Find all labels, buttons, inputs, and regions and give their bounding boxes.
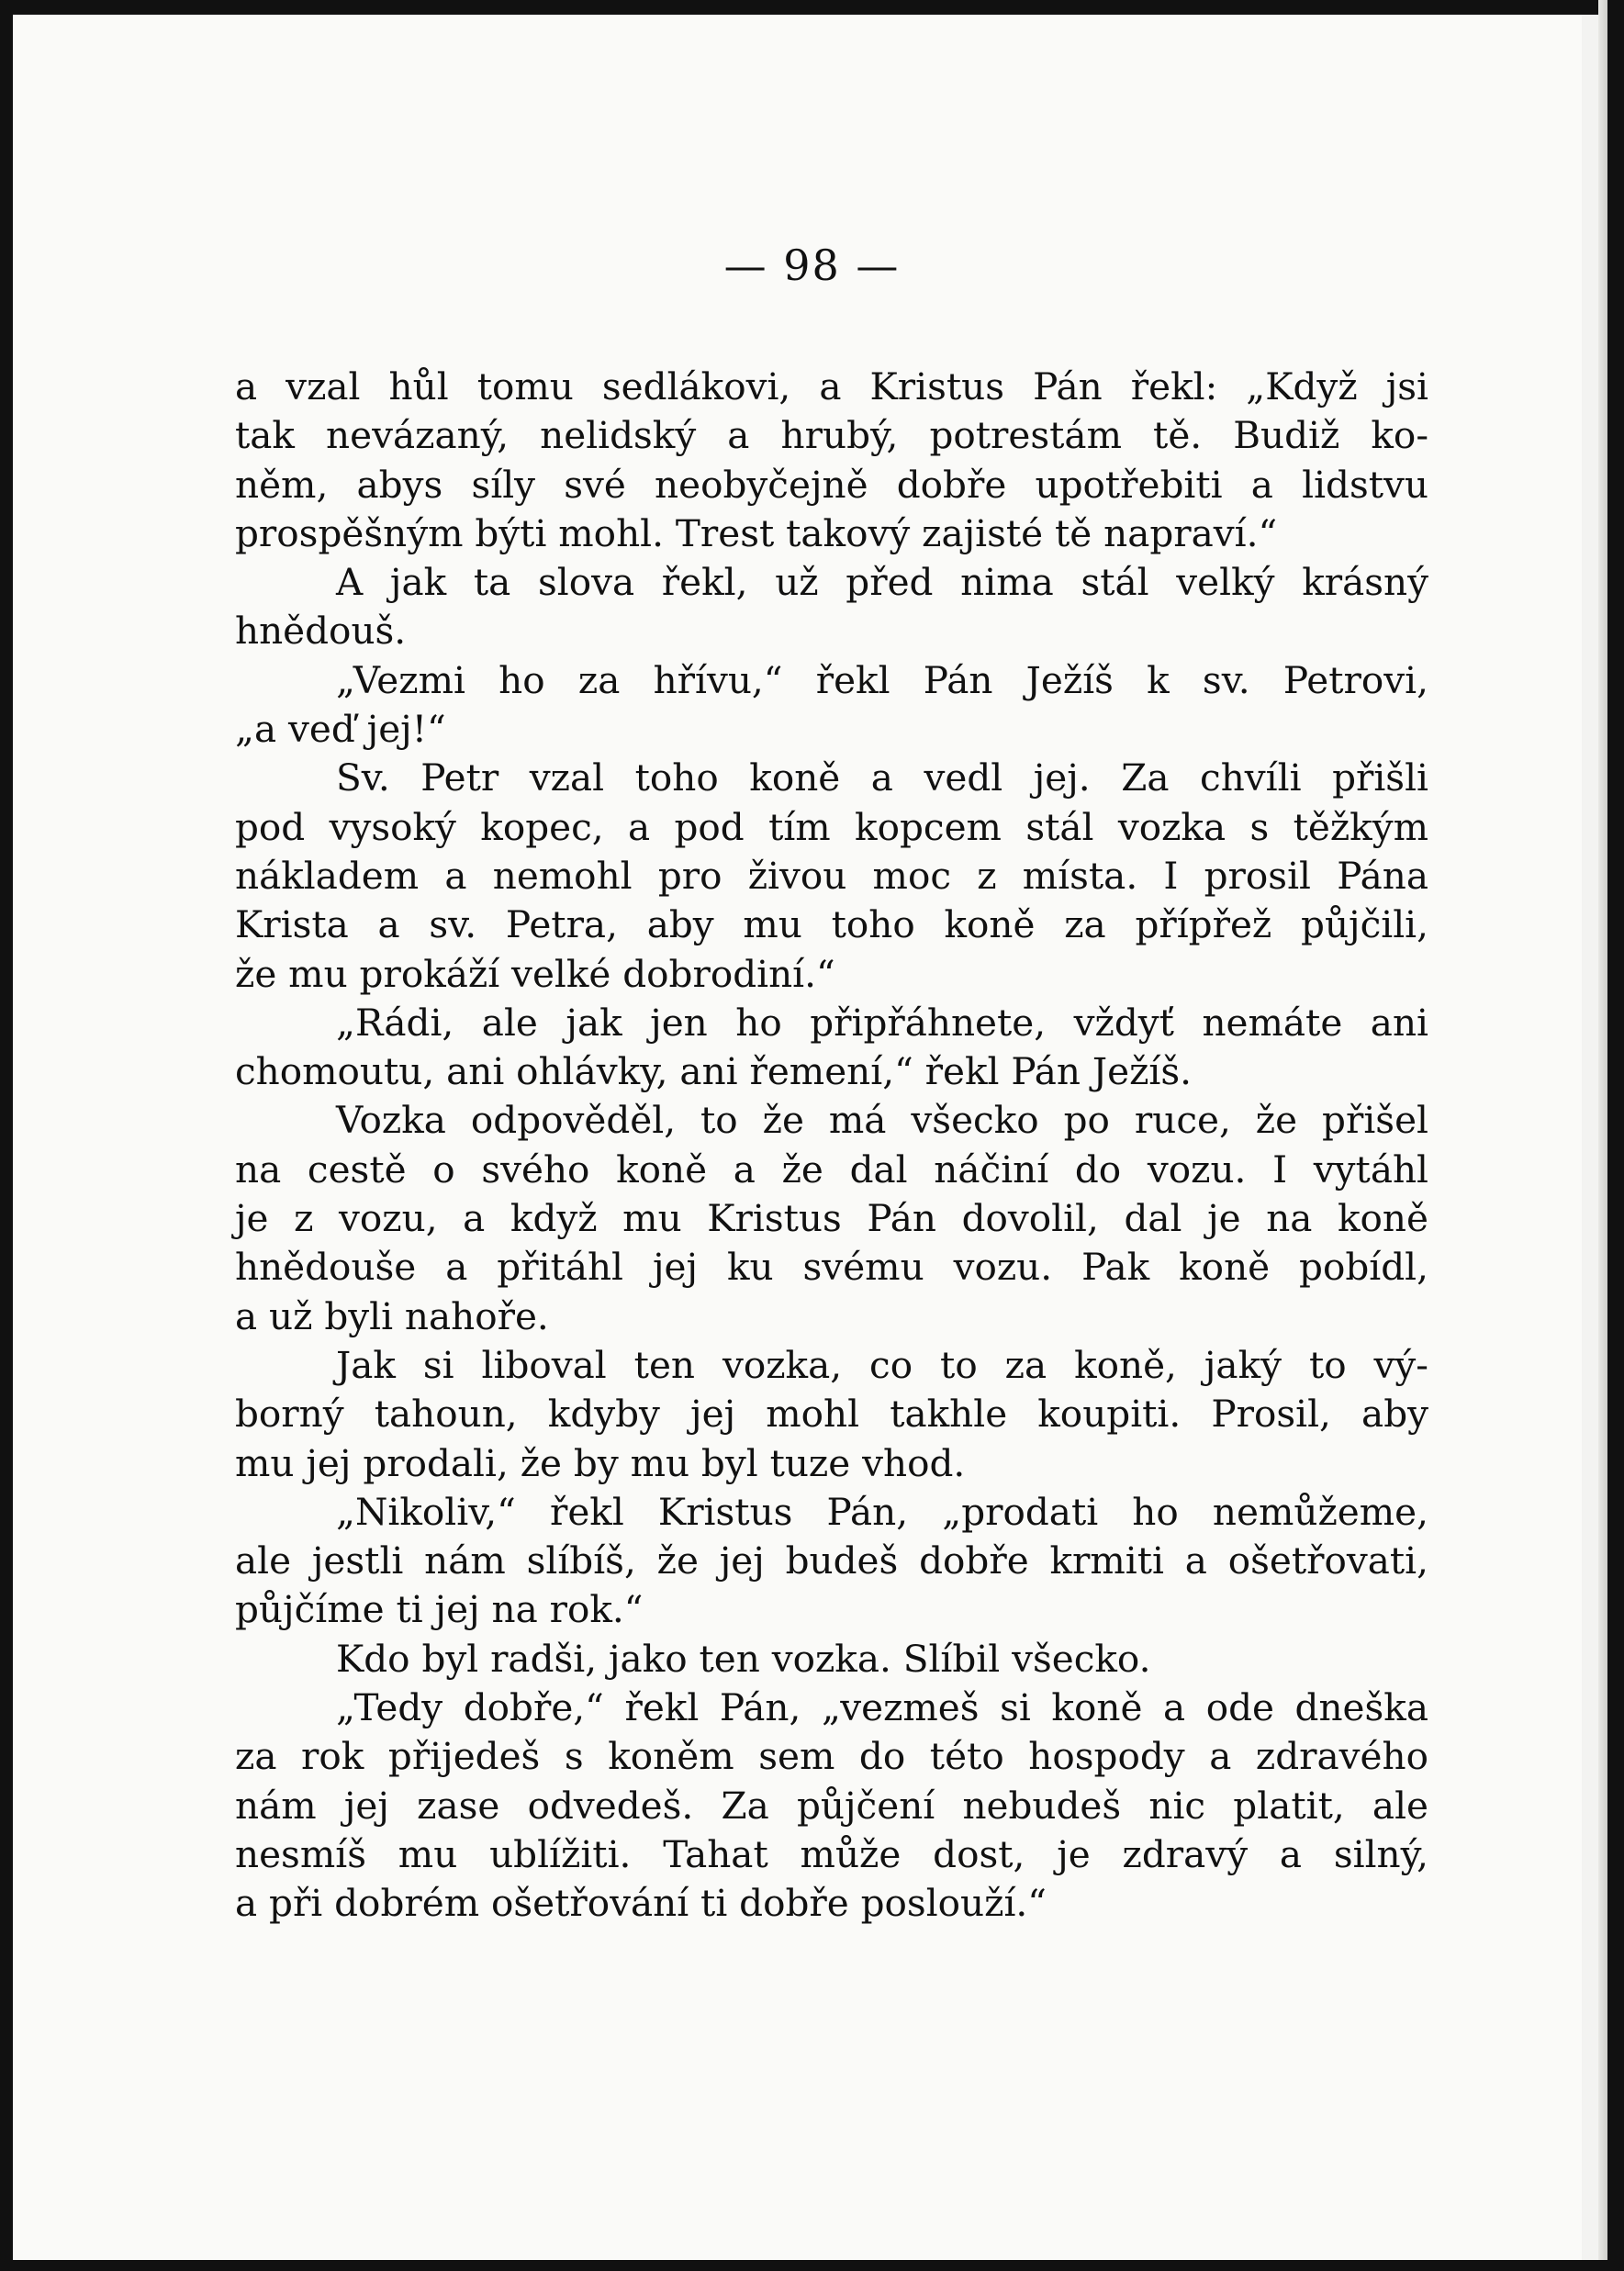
page-number: — 98 — xyxy=(723,241,901,290)
scan-edge-bottom xyxy=(0,2260,1624,2271)
text-line: hnědouš. xyxy=(235,609,407,654)
text-line: ale jestli nám slíbíš, že jej budeš dobře krmiti a ošetřovati, xyxy=(235,1538,1428,1583)
text-line: a vzal hůl tomu sedlákovi, a Kristus Pán řekl: „Když jsi xyxy=(235,364,1428,408)
text-line: pod vysoký kopec, a pod tím kopcem stál vozka s těžkým xyxy=(235,804,1428,849)
text-line: nesmíš mu ublížiti. Tahat může dost, je zdravý a silný, xyxy=(235,1831,1428,1876)
text-line: Krista a sv. Petra, aby mu toho koně za přípřež půjčili, xyxy=(235,902,1428,947)
text-line: „Vezmi ho za hřívu,“ řekl Pán Ježíš k sv. Petrovi, xyxy=(336,657,1428,702)
text-line: a už byli nahoře. xyxy=(235,1293,549,1338)
text-line: něm, abys síly své neobyčejně dobře upotřebiti a lidstvu xyxy=(235,462,1428,507)
text-line: hnědouše a přitáhl jej ku svému vozu. Pak koně pobídl, xyxy=(235,1245,1428,1290)
text-line: „Nikoliv,“ řekl Kristus Pán, „prodati ho nemůžeme, xyxy=(336,1489,1428,1534)
body-text xyxy=(235,363,1428,1929)
text-line: „a veď jej!“ xyxy=(235,707,446,752)
text-line: nám jej zase odvedeš. Za půjčení nebudeš nic platit, ale xyxy=(235,1783,1428,1828)
text-line: Kdo byl radši, jako ten vozka. Slíbil všecko. xyxy=(336,1636,1151,1681)
text-line: chomoutu, ani ohlávky, ani řemení,“ řekl Pán Ježíš. xyxy=(235,1049,1193,1094)
text-line: Jak si liboval ten vozka, co to za koně, jaký to vý- xyxy=(336,1342,1428,1387)
scan-edge-right xyxy=(1607,0,1624,2271)
text-line: borný tahoun, kdyby jej mohl takhle koupiti. Prosil, aby xyxy=(235,1392,1428,1437)
text-line: je z vozu, a když mu Kristus Pán dovolil, dal je na koně xyxy=(235,1196,1428,1241)
text-line: půjčíme ti jej na rok.“ xyxy=(235,1587,644,1632)
text-line: prospěšným býti mohl. Trest takový zajisté tě napraví.“ xyxy=(235,510,1278,555)
text-line: Sv. Petr vzal toho koně a vedl jej. Za chvíli přišli xyxy=(336,755,1428,800)
text-line: tak nevázaný, nelidský a hrubý, potrestám tě. Budiž ko- xyxy=(235,413,1428,458)
text-line: za rok přijedeš s koněm sem do této hospody a zdravého xyxy=(235,1734,1428,1779)
text-line: mu jej prodali, že by mu byl tuze vhod. xyxy=(235,1440,966,1485)
text-line: „Rádi, ale jak jen ho připřáhnete, vždyť nemáte ani xyxy=(336,1000,1428,1045)
text-line: že mu prokáží velké dobrodiní.“ xyxy=(235,951,835,996)
text-line: Vozka odpověděl, to že má všecko po ruce, že přišel xyxy=(336,1098,1428,1143)
page-edge-shadow xyxy=(1598,0,1607,2271)
scan-edge-left xyxy=(0,0,13,2271)
text-line: A jak ta slova řekl, už před nima stál velký krásný xyxy=(336,560,1428,605)
text-line: a při dobrém ošetřování ti dobře poslouží.“ xyxy=(235,1881,1047,1926)
text-line: na cestě o svého koně a že dal náčiní do vozu. I vytáhl xyxy=(235,1147,1428,1191)
text-line: „Tedy dobře,“ řekl Pán, „vezmeš si koně a ode dneška xyxy=(336,1685,1428,1730)
scan-edge-top xyxy=(0,0,1624,15)
text-line: nákladem a nemohl pro živou moc z místa. I prosil Pána xyxy=(235,853,1428,898)
